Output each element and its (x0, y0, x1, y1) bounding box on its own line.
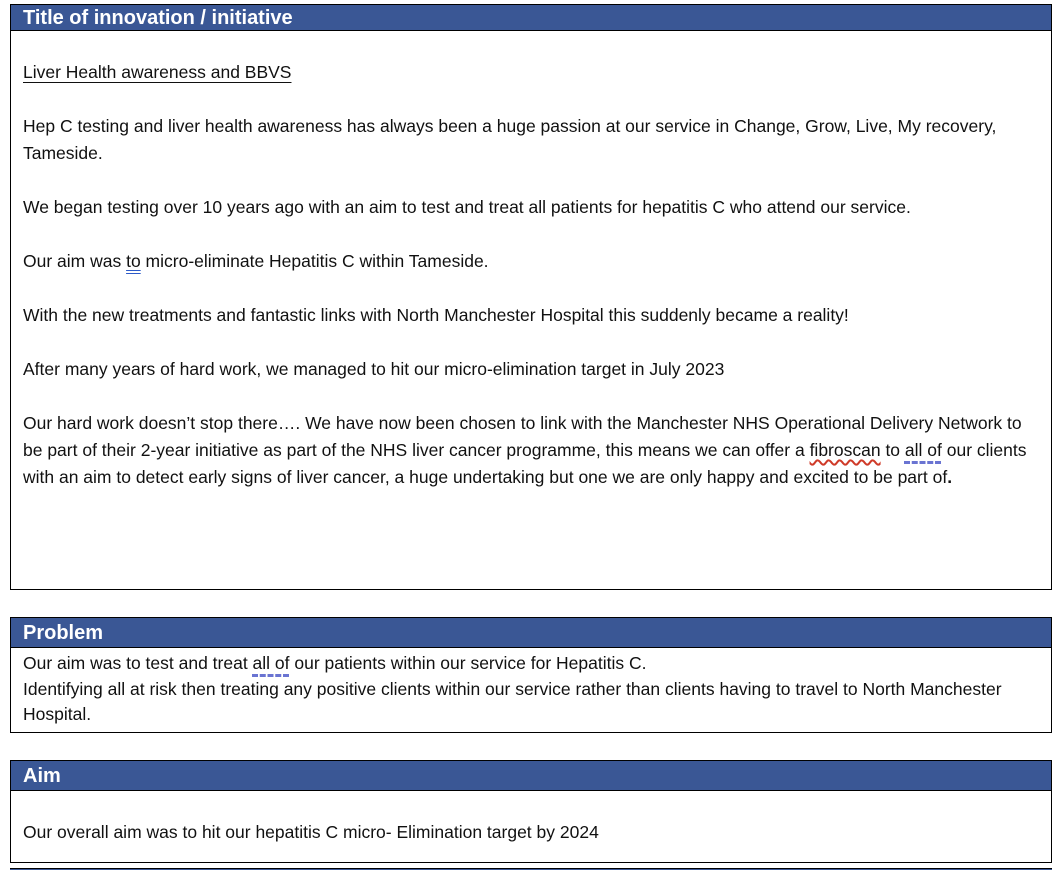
spellcheck-wavy-word: fibroscan (809, 440, 881, 460)
section-title-of-innovation (10, 4, 1052, 590)
section-problem (10, 617, 1052, 733)
section-body-problem (10, 648, 1052, 733)
initiative-heading: Liver Health awareness and BBVS (23, 62, 292, 82)
text-run: our clients with an aim to detect early signs of liver cancer, a huge undertaking but one we are only happy and excited to be part of (23, 440, 1027, 487)
text-run: our patients within our service for Hepatitis C. (289, 653, 647, 673)
paragraph-target-hit: After many years of hard work, we managed to hit our micro-elimination target in July 2023 (23, 359, 725, 379)
grammar-dashed-phrase: all of (252, 653, 290, 673)
text-run: Our aim was to test and treat (23, 653, 253, 673)
section-header-problem: Problem (10, 617, 1052, 648)
section-header-aim: Aim (10, 760, 1052, 791)
text-run: micro-eliminate Hepatitis C within Tameside. (140, 251, 489, 271)
paragraph-new-treatments: With the new treatments and fantastic links with North Manchester Hospital this suddenly became a reality! (23, 305, 849, 325)
paragraph-problem-identifying: Identifying all at risk then treating any positive clients within our service rather than clients having to travel to North Manchester Hospital. (23, 678, 1002, 724)
section-aim (10, 760, 1052, 863)
bold-period: . (947, 467, 953, 487)
paragraph-odn-initiative (23, 410, 1027, 491)
paragraph-aim-overall: Our overall aim was to hit our hepatitis C micro- Elimination target by 2024 (23, 822, 599, 842)
grammar-dashed-phrase: all of (904, 440, 942, 460)
paragraph-passion: Hep C testing and liver health awareness has always been a huge passion at our service in Change, Grow, Live, My recovery, Tameside. (23, 116, 997, 163)
text-run: to (880, 440, 905, 460)
paragraph-began-testing: We began testing over 10 years ago with an aim to test and treat all patients for hepatitis C who attend our service. (23, 197, 911, 217)
text-run: Our aim was (23, 251, 127, 271)
paragraph-problem-aim (23, 651, 1037, 677)
section-header-title-of-innovation: Title of innovation / initiative (10, 4, 1052, 31)
text-run: Our hard work doesn’t stop there…. We have now been chosen to link with the Manchester NHS Operational Delivery Network to be part of their 2-year initiative as part of the NHS liver cancer programme, this means we can offer a (23, 413, 1022, 460)
section-body-aim (10, 791, 1052, 863)
grammar-double-underline-word: to (126, 251, 141, 271)
section-body-title-of-innovation (10, 31, 1052, 590)
paragraph-micro-eliminate (23, 248, 1027, 275)
